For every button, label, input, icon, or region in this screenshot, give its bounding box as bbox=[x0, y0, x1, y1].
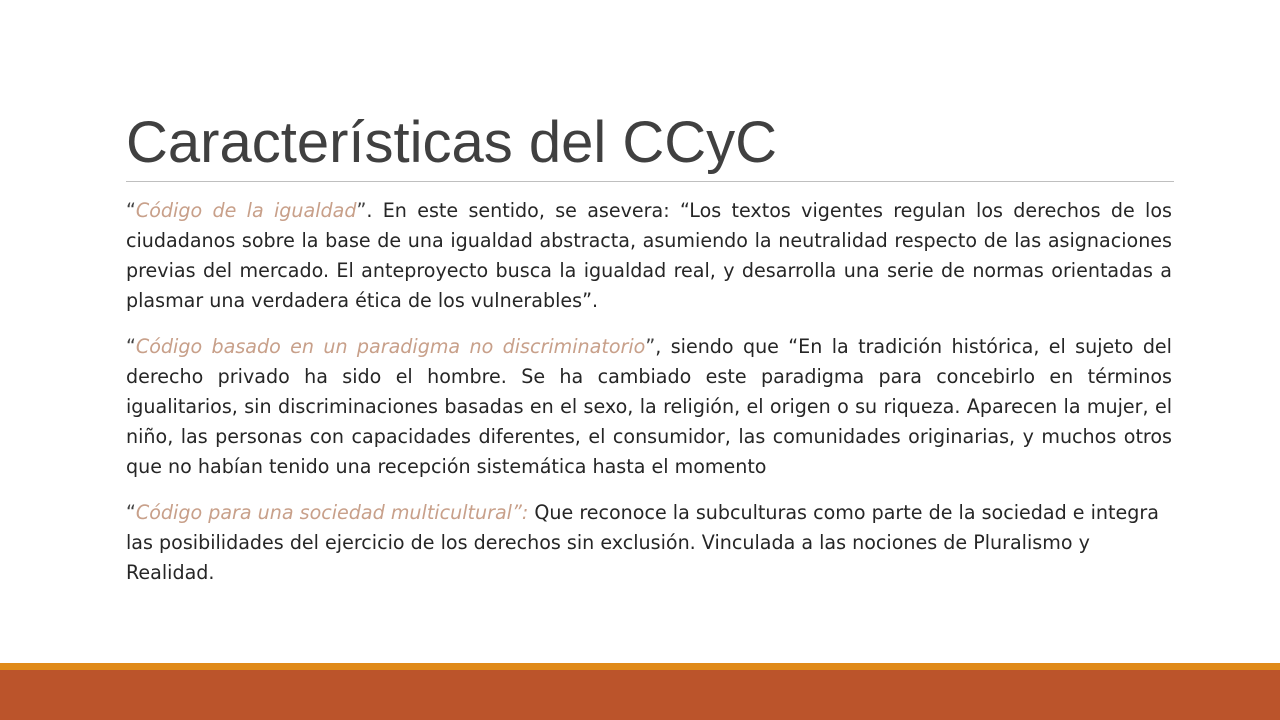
open-quote: “ bbox=[126, 335, 136, 358]
paragraph-text: . En este sentido, se asevera: “Los textos vigentes regulan los derechos de los ciudadanos sobre la base de una igualdad abstracta, asumiendo la neutralidad respecto de las asignaciones previas del mercado. El anteproyecto busca la igualdad real, y desarrolla una serie de normas orientadas a plasmar una verdadera ética de los vulnerables”. bbox=[126, 199, 1172, 312]
paragraph-no-discriminatorio bbox=[126, 332, 1172, 482]
emphasis-text: Código para una sociedad multicultural”: bbox=[135, 501, 529, 524]
paragraph-text: , siendo que “En la tradición histórica, el sujeto del derecho privado ha sido el hombre. Se ha cambiado este paradigma para concebirlo en términos igualitarios, sin discriminaciones basadas en el sexo, la religión, el origen o su riqueza. Aparecen la mujer, el niño, las personas con capacidades diferentes, el consumidor, las comunidades originarias, y muchos otros que no habían tenido una recepción sistemática hasta el momento bbox=[126, 335, 1172, 478]
emphasis-text: Código basado en un paradigma no discriminatorio bbox=[135, 335, 646, 358]
paragraph-igualdad bbox=[126, 196, 1172, 316]
close-quote: ” bbox=[356, 199, 367, 222]
paragraph-multicultural bbox=[126, 498, 1172, 588]
slide-title: Características del CCyC bbox=[126, 110, 778, 175]
footer-bar bbox=[0, 663, 1280, 720]
close-quote: ” bbox=[645, 335, 656, 358]
title-divider bbox=[126, 181, 1174, 182]
footer-accent-stripe bbox=[0, 663, 1280, 670]
open-quote: “ bbox=[126, 501, 136, 524]
emphasis-text: Código de la igualdad bbox=[135, 199, 357, 222]
paragraph-text: Que reconoce la subculturas como parte de la sociedad e integra las posibilidades del ejercicio de los derechos sin exclusión. Vinculada a las nociones de Pluralismo y Realidad. bbox=[126, 501, 1159, 584]
open-quote: “ bbox=[126, 199, 136, 222]
slide-body bbox=[126, 196, 1172, 604]
